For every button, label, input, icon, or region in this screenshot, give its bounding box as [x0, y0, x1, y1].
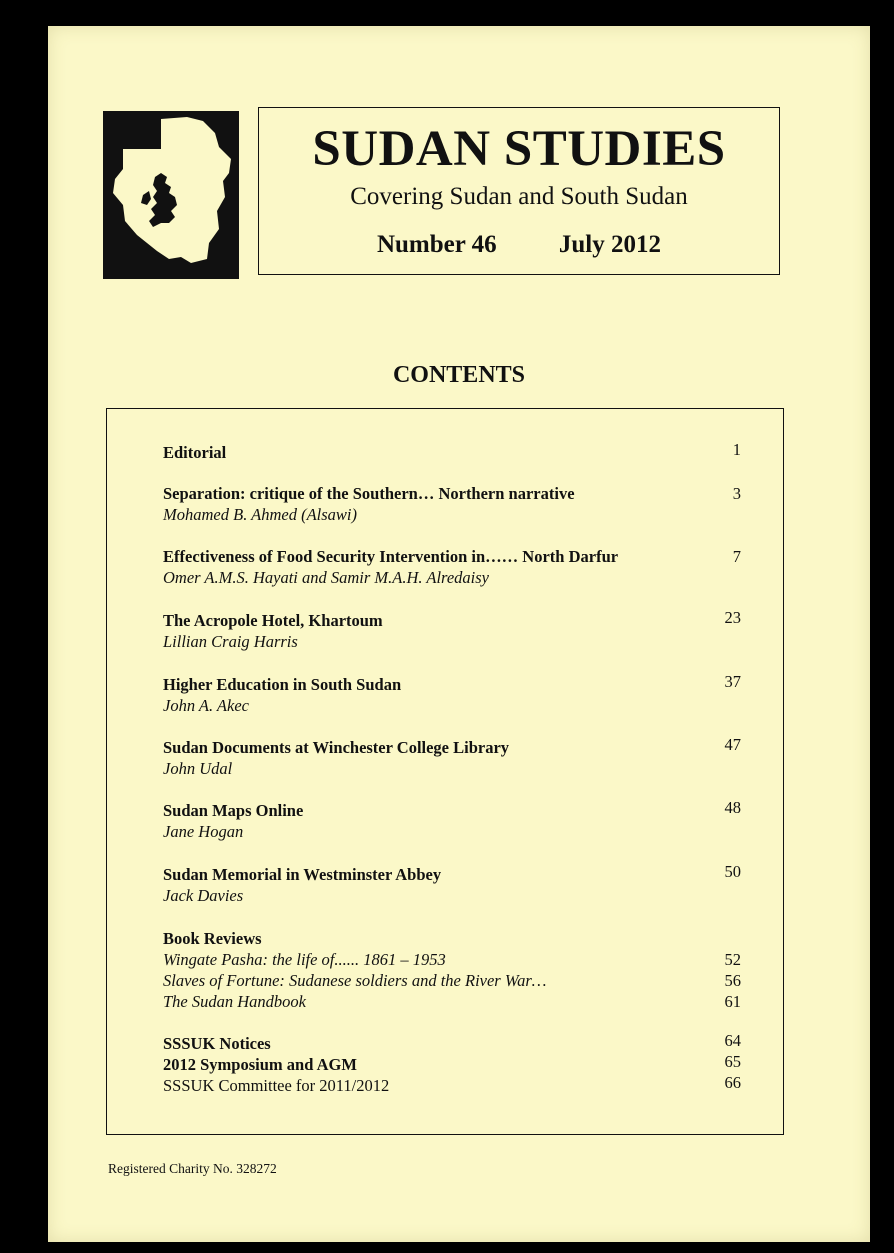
book-review-page: 52 — [724, 950, 741, 969]
notice-page: 66 — [724, 1073, 741, 1092]
book-review-title: Slaves of Fortune: Sudanese soldiers and the River War… — [163, 971, 547, 990]
toc-entry-title: Effectiveness of Food Security Intervention in…… North Darfur — [163, 547, 619, 566]
toc-entry-page: 48 — [724, 798, 741, 817]
table-of-contents — [106, 408, 784, 1135]
notices-section — [163, 1031, 741, 1096]
toc-entry[interactable] — [163, 546, 741, 588]
journal-title: SUDAN STUDIES — [312, 121, 726, 177]
notice-page: 65 — [724, 1052, 741, 1071]
notice-page: 64 — [724, 1031, 741, 1050]
contents-heading: CONTENTS — [392, 362, 526, 388]
toc-entry-page: 3 — [732, 484, 741, 503]
book-review-item[interactable] — [163, 970, 741, 991]
notice-item[interactable] — [163, 1031, 741, 1054]
toc-entry-title: Higher Education in South Sudan — [163, 675, 402, 694]
toc-entry-page: 47 — [724, 735, 741, 754]
toc-entry-page: 50 — [724, 862, 741, 881]
notice-item[interactable] — [163, 1073, 741, 1096]
book-reviews-section — [163, 928, 741, 1012]
issue-date: July 2012 — [558, 231, 662, 258]
book-review-title: The Sudan Handbook — [163, 992, 306, 1011]
toc-entry-page: 37 — [724, 672, 741, 691]
masthead — [258, 107, 780, 275]
book-review-item[interactable] — [163, 949, 741, 970]
toc-entry[interactable] — [163, 735, 741, 779]
journal-cover — [48, 26, 870, 1242]
toc-entry-author: Omer A.M.S. Hayati and Samir M.A.H. Alredaisy — [163, 568, 489, 587]
toc-entry-author: Jane Hogan — [163, 822, 244, 841]
notice-item[interactable] — [163, 1052, 741, 1075]
toc-entry[interactable] — [163, 798, 741, 842]
toc-entry-title: The Acropole Hotel, Khartoum — [163, 611, 383, 630]
toc-entry-author: John A. Akec — [163, 696, 249, 715]
book-review-title: Wingate Pasha: the life of...... 1861 – 1953 — [163, 950, 446, 969]
toc-entry-page: 7 — [732, 547, 741, 566]
toc-entry-author: John Udal — [163, 759, 233, 778]
book-review-page: 56 — [724, 971, 741, 990]
toc-entry[interactable] — [163, 608, 741, 652]
toc-entry[interactable] — [163, 862, 741, 906]
toc-entry-title: Sudan Maps Online — [163, 801, 304, 820]
toc-entry-title: Editorial — [163, 443, 227, 462]
toc-entry-author: Jack Davies — [163, 886, 244, 905]
toc-entry[interactable] — [163, 440, 741, 463]
notice-title: 2012 Symposium and AGM — [163, 1055, 357, 1074]
toc-entry-author: Lillian Craig Harris — [163, 632, 298, 651]
journal-subtitle: Covering Sudan and South Sudan — [350, 183, 688, 210]
toc-entry[interactable] — [163, 672, 741, 716]
book-review-item[interactable] — [163, 991, 741, 1012]
toc-entry-page: 1 — [732, 440, 741, 459]
toc-entry-title: Sudan Documents at Winchester College Library — [163, 738, 510, 757]
toc-entry-title: Separation: critique of the Southern… Northern narrative — [163, 484, 575, 503]
notice-title: SSSUK Committee for 2011/2012 — [163, 1076, 390, 1095]
toc-entry[interactable] — [163, 483, 741, 525]
issue-number: Number 46 — [376, 231, 497, 258]
sudan-map-logo-icon — [103, 111, 239, 279]
toc-entry-author: Mohamed B. Ahmed (Alsawi) — [163, 505, 357, 524]
book-review-page: 61 — [724, 992, 741, 1011]
notice-title: SSSUK Notices — [163, 1034, 271, 1053]
charity-number: Registered Charity No. 328272 — [108, 1161, 277, 1176]
book-reviews-heading: Book Reviews — [163, 929, 262, 948]
issue-info — [259, 232, 779, 257]
toc-entry-page: 23 — [724, 608, 741, 627]
toc-entry-title: Sudan Memorial in Westminster Abbey — [163, 865, 442, 884]
